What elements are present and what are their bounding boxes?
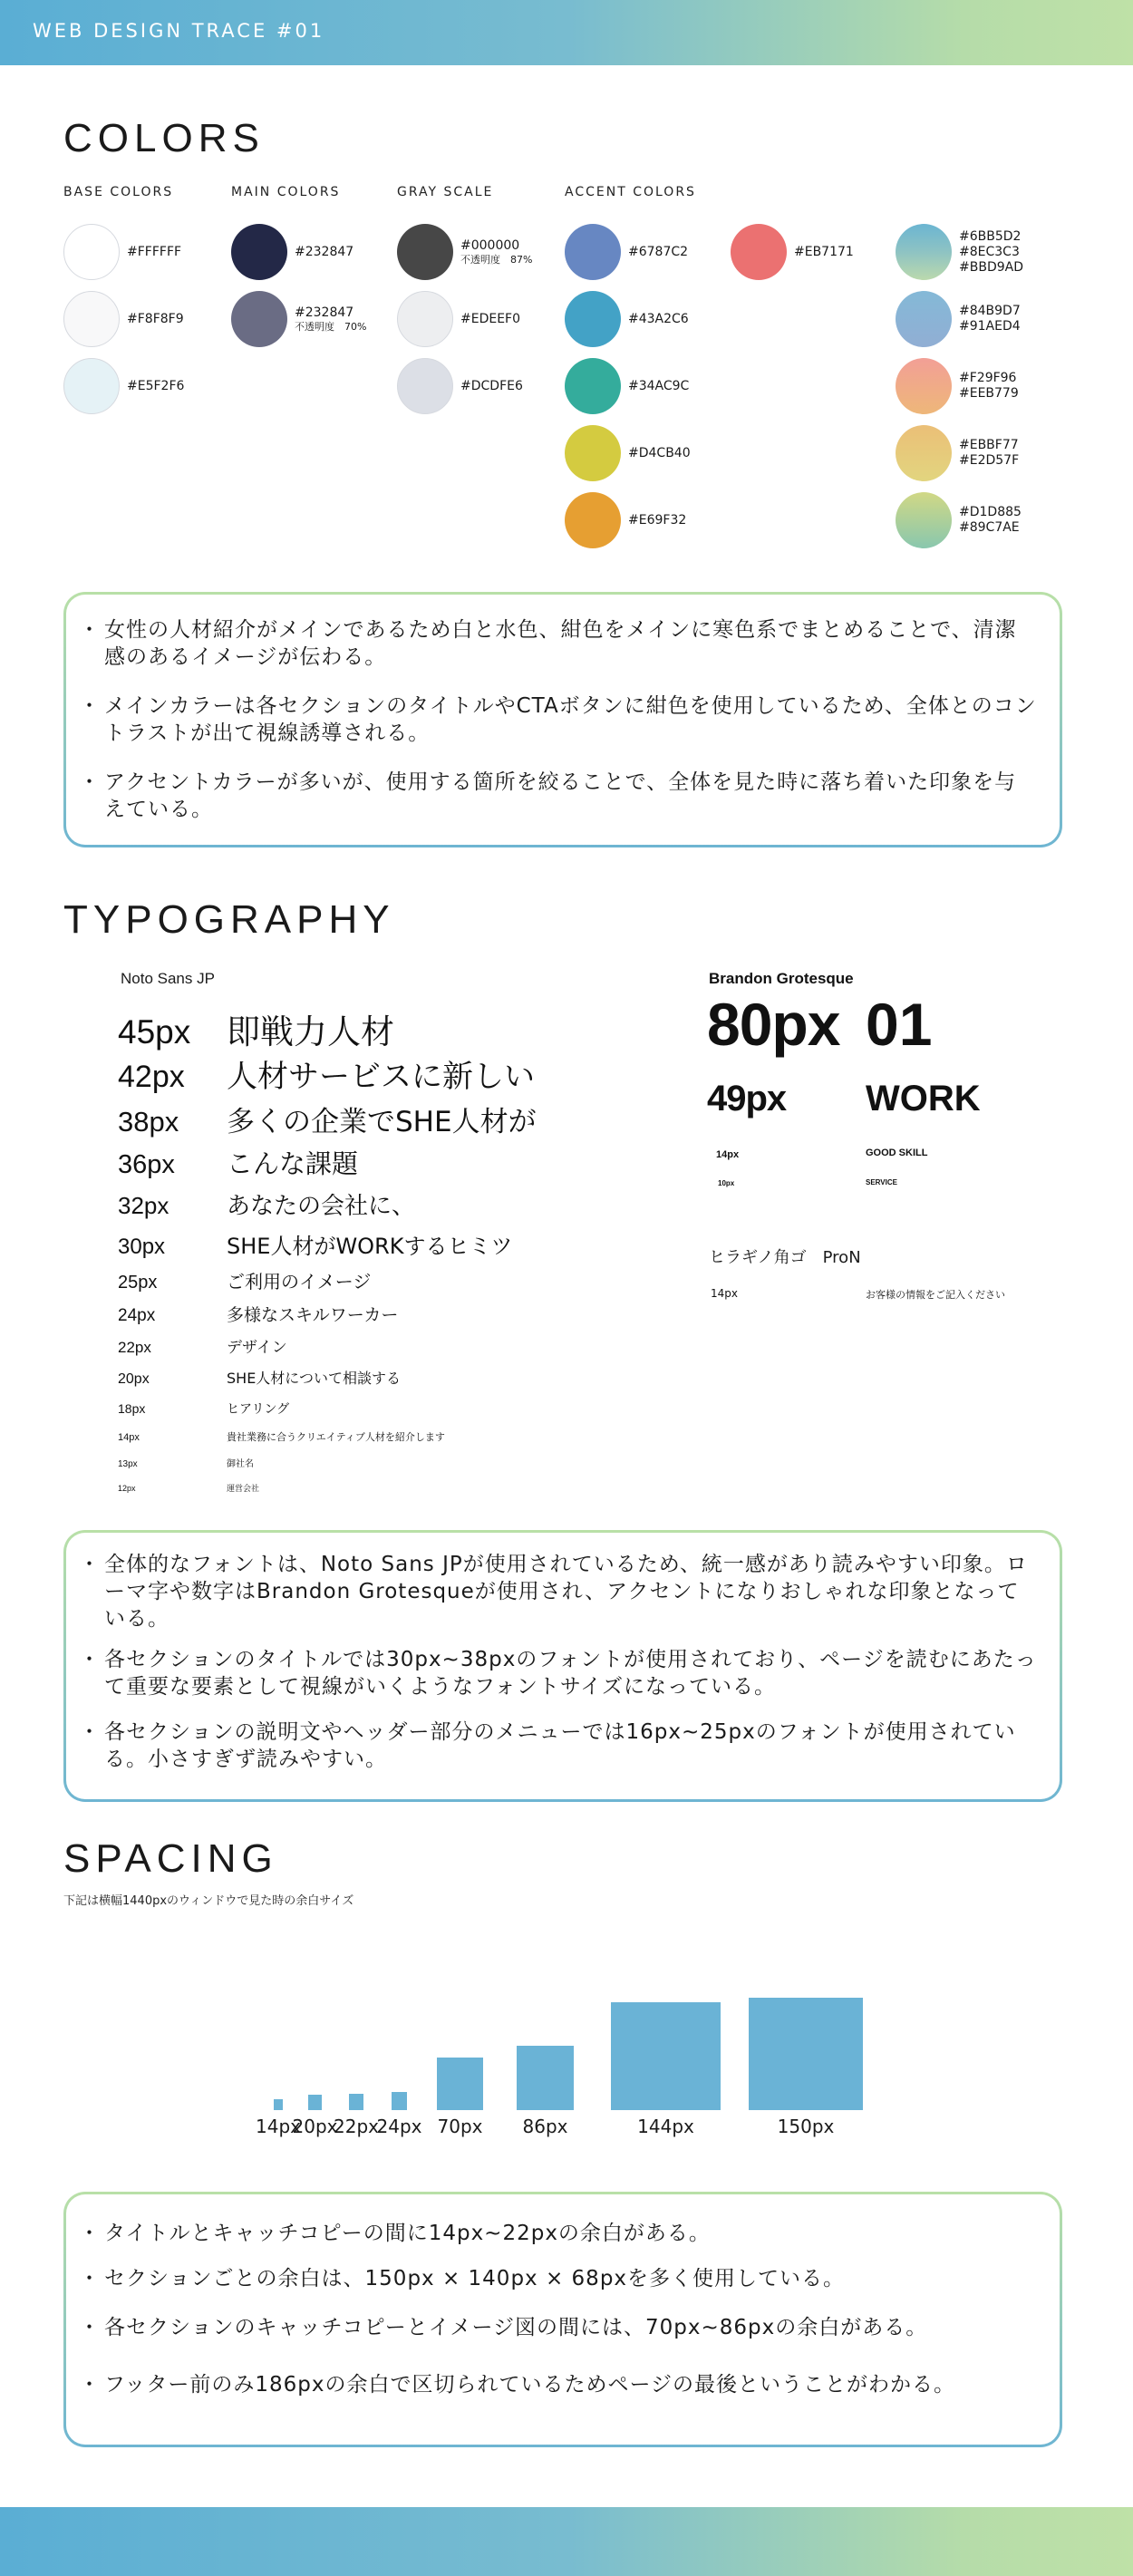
color-hex: #D4CB40 bbox=[628, 445, 691, 460]
swatch-gradient-2 bbox=[896, 290, 1021, 348]
header-band bbox=[0, 0, 1133, 65]
type-sample: 運営会社 bbox=[227, 1485, 260, 1494]
note-item: ・ 各セクションのキャッチコピーとイメージ図の間には、70px~86pxの余白がある。 bbox=[84, 2314, 1038, 2341]
type-sample: 貴社業務に合うクリエイティブ人材を紹介します bbox=[227, 1431, 445, 1443]
color-hex: #232847 bbox=[295, 244, 354, 259]
spacing-notes-box bbox=[63, 2192, 1062, 2447]
type-sample: SHE人材について相談する bbox=[227, 1370, 401, 1387]
type-row-14 bbox=[118, 1429, 445, 1444]
type-row-22 bbox=[118, 1334, 287, 1357]
color-hex: #E69F32 bbox=[628, 512, 687, 528]
spacing-bar-14px bbox=[274, 2099, 283, 2110]
color-hex: #232847 bbox=[295, 305, 354, 320]
color-circle bbox=[565, 492, 621, 548]
type-size: 13px bbox=[118, 1459, 138, 1469]
type-size: 25px bbox=[118, 1273, 158, 1293]
color-hex: #91AED4 bbox=[959, 319, 1021, 334]
type-row-45 bbox=[118, 1004, 394, 1053]
brandon-14-sample: GOOD SKILL bbox=[866, 1148, 928, 1158]
type-size: 38px bbox=[118, 1106, 179, 1138]
type-sample: 多くの企業でSHE人材が bbox=[227, 1106, 537, 1138]
gradient-circle bbox=[896, 358, 952, 414]
note-item: ・ タイトルとキャッチコピーの間に14px~22pxの余白がある。 bbox=[84, 2220, 1038, 2247]
note-item: ・ 各セクションの説明文やヘッダー部分のメニューでは16px~25pxのフォントが使用されている。小さすぎず読みやすい。 bbox=[84, 1719, 1038, 1773]
brandon-10: 10px bbox=[718, 1179, 735, 1187]
type-size: 22px bbox=[118, 1339, 151, 1356]
brandon-80-sample: 01 bbox=[866, 991, 933, 1058]
type-size: 12px bbox=[118, 1484, 136, 1493]
spacing-bar-86px bbox=[517, 2046, 574, 2110]
color-hex: #FFFFFF bbox=[127, 244, 182, 259]
color-hex: #F8F8F9 bbox=[127, 311, 184, 326]
spacing-subtitle: 下記は横幅1440pxのウィンドウで見た時の余白サイズ bbox=[63, 1894, 354, 1908]
swatch-accent-6 bbox=[731, 223, 854, 281]
swatch-main-2 bbox=[231, 290, 366, 348]
swatch-accent-4 bbox=[565, 424, 691, 482]
spacing-bar-144px bbox=[611, 2002, 721, 2110]
color-circle bbox=[63, 291, 120, 347]
type-row-12 bbox=[118, 1482, 259, 1494]
color-circle bbox=[397, 358, 453, 414]
spacing-title: SPACING bbox=[63, 1836, 278, 1881]
type-size: 32px bbox=[118, 1192, 169, 1219]
header-title: WEB DESIGN TRACE #01 bbox=[33, 20, 325, 42]
brandon-10-sample: SERVICE bbox=[866, 1178, 897, 1186]
hiragino-font-name: ヒラギノ角ゴ ProN bbox=[709, 1248, 861, 1267]
typography-title: TYPOGRAPHY bbox=[63, 897, 395, 942]
color-hex: #E5F2F6 bbox=[127, 378, 185, 393]
swatch-base-3 bbox=[63, 357, 184, 415]
opacity-note: 不透明度 70% bbox=[295, 320, 367, 333]
gray-scale-heading: GRAY SCALE bbox=[397, 185, 494, 199]
swatch-gray-3 bbox=[397, 357, 523, 415]
color-hex: #EDEEF0 bbox=[460, 311, 521, 326]
color-hex: #34AC9C bbox=[628, 378, 690, 393]
type-row-42 bbox=[118, 1051, 535, 1096]
color-hex: #EEB779 bbox=[959, 386, 1019, 401]
base-colors-heading: BASE COLORS bbox=[63, 185, 174, 199]
note-item: ・ アクセントカラーが多いが、使用する箇所を絞ることで、全体を見た時に落ち着いた印象を与えている。 bbox=[84, 769, 1038, 823]
note-item: ・ セクションごとの余白は、150px × 140px × 68pxを多く使用している。 bbox=[84, 2265, 1038, 2292]
type-sample: 御社名 bbox=[227, 1459, 254, 1469]
color-hex: #DCDFE6 bbox=[460, 378, 523, 393]
type-size: 42px bbox=[118, 1060, 185, 1094]
color-hex: #89C7AE bbox=[959, 520, 1020, 535]
colors-title: COLORS bbox=[63, 116, 265, 160]
color-hex: #6BB5D2 bbox=[959, 228, 1022, 244]
note-item: ・ メインカラーは各セクションのタイトルやCTAボタンに紺色を使用しているため、全体とのコントラストが出て視線誘導される。 bbox=[84, 692, 1038, 747]
brandon-font-name: Brandon Grotesque bbox=[709, 970, 854, 987]
type-sample: あなたの会社に、 bbox=[227, 1193, 416, 1220]
color-hex: #43A2C6 bbox=[628, 311, 689, 326]
spacing-bar-label: 86px bbox=[522, 2116, 568, 2137]
color-hex: #EB7171 bbox=[794, 244, 854, 259]
spacing-bar-22px bbox=[349, 2094, 363, 2110]
color-circle bbox=[231, 224, 287, 280]
color-circle bbox=[565, 224, 621, 280]
type-row-36 bbox=[118, 1144, 358, 1181]
spacing-bar-150px bbox=[749, 1998, 863, 2110]
color-circle bbox=[565, 291, 621, 347]
brandon-14: 14px bbox=[716, 1149, 740, 1160]
color-circle bbox=[731, 224, 787, 280]
note-item: ・ 女性の人材紹介がメインであるため白と水色、紺色をメインに寒色系でまとめることで、清潔感のあるイメージが伝わる。 bbox=[84, 616, 1038, 671]
note-item: ・ 全体的なフォントは、Noto Sans JPが使用されているため、統一感があり読みやすい印象。ローマ字や数字はBrandon Grotesqueが使用され、アクセントになりおしゃれな印象となっている。 bbox=[84, 1551, 1038, 1632]
type-row-24 bbox=[118, 1302, 398, 1326]
gradient-circle bbox=[896, 425, 952, 481]
color-circle bbox=[63, 358, 120, 414]
main-colors-heading: MAIN COLORS bbox=[231, 185, 341, 199]
type-size: 24px bbox=[118, 1306, 156, 1325]
swatch-accent-3 bbox=[565, 357, 689, 415]
color-hex: #000000 bbox=[460, 237, 520, 253]
type-sample: ヒアリング bbox=[227, 1402, 290, 1417]
spacing-bar-label: 70px bbox=[437, 2116, 483, 2137]
type-row-32 bbox=[118, 1187, 415, 1221]
hiragino-sample: お客様の情報をご記入ください bbox=[866, 1289, 1005, 1301]
type-sample: 人材サービスに新しい bbox=[227, 1059, 535, 1095]
color-hex: #F29F96 bbox=[959, 371, 1017, 385]
swatch-main-1 bbox=[231, 223, 353, 281]
color-hex: #8EC3C3 bbox=[959, 244, 1020, 259]
color-hex: #E2D57F bbox=[959, 453, 1020, 468]
type-row-38 bbox=[118, 1099, 537, 1139]
swatch-accent-1 bbox=[565, 223, 688, 281]
gradient-circle bbox=[896, 224, 952, 280]
spacing-bar-24px bbox=[392, 2092, 407, 2110]
swatch-accent-2 bbox=[565, 290, 689, 348]
color-hex: #BBD9AD bbox=[959, 259, 1023, 275]
type-sample: こんな課題 bbox=[227, 1148, 359, 1179]
brandon-49-sample: WORK bbox=[866, 1079, 981, 1119]
type-sample: デザイン bbox=[227, 1339, 287, 1357]
spacing-bar-label: 144px bbox=[637, 2116, 694, 2137]
swatch-gradient-4 bbox=[896, 424, 1019, 482]
swatch-gray-1 bbox=[397, 223, 532, 281]
color-circle bbox=[565, 358, 621, 414]
type-size: 36px bbox=[118, 1150, 175, 1179]
accent-colors-heading: ACCENT COLORS bbox=[565, 185, 696, 199]
type-sample: ご利用のイメージ bbox=[227, 1271, 372, 1293]
gradient-circle bbox=[896, 492, 952, 548]
gradient-circle bbox=[896, 291, 952, 347]
swatch-accent-5 bbox=[565, 491, 686, 549]
type-size: 20px bbox=[118, 1371, 150, 1387]
brandon-80: 80px bbox=[707, 991, 840, 1058]
opacity-note: 不透明度 87% bbox=[460, 253, 533, 266]
color-circle bbox=[397, 291, 453, 347]
type-row-30 bbox=[118, 1228, 512, 1260]
spacing-bar-label: 20px bbox=[292, 2116, 338, 2137]
note-item: ・ 各セクションのタイトルでは30px~38pxのフォントが使用されており、ページを読むにあたって重要な要素として視線がいくようなフォントサイズになっている。 bbox=[84, 1646, 1038, 1700]
color-circle bbox=[565, 425, 621, 481]
type-row-20 bbox=[118, 1367, 401, 1388]
type-size: 18px bbox=[118, 1401, 146, 1416]
type-sample: 即戦力人材 bbox=[227, 1012, 394, 1051]
type-row-13 bbox=[118, 1456, 254, 1469]
type-size: 30px bbox=[118, 1235, 166, 1259]
spacing-bar-label: 150px bbox=[777, 2116, 835, 2137]
noto-font-name: Noto Sans JP bbox=[121, 970, 215, 987]
color-hex: #EBBF77 bbox=[959, 438, 1019, 452]
color-circle bbox=[63, 224, 120, 280]
color-circle bbox=[397, 224, 453, 280]
spacing-bar-20px bbox=[308, 2095, 322, 2110]
color-circle bbox=[231, 291, 287, 347]
type-row-25 bbox=[118, 1267, 371, 1293]
type-row-18 bbox=[118, 1399, 289, 1418]
spacing-bar-label: 14px bbox=[256, 2116, 301, 2137]
swatch-gradient-5 bbox=[896, 491, 1022, 549]
type-size: 14px bbox=[118, 1432, 140, 1443]
spacing-bar-label: 22px bbox=[334, 2116, 379, 2137]
type-size: 45px bbox=[118, 1013, 191, 1051]
color-hex: #84B9D7 bbox=[959, 304, 1021, 318]
swatch-gradient-1 bbox=[896, 223, 1023, 281]
note-item: ・ フッター前のみ186pxの余白で区切られているためページの最後ということがわかる。 bbox=[84, 2371, 1038, 2398]
swatch-base-1 bbox=[63, 223, 181, 281]
hiragino-size: 14px bbox=[711, 1287, 738, 1300]
type-sample: 多様なスキルワーカー bbox=[227, 1305, 399, 1325]
brandon-49: 49px bbox=[707, 1079, 787, 1119]
color-hex: #D1D885 bbox=[959, 505, 1022, 519]
footer-band bbox=[0, 2507, 1133, 2576]
swatch-gradient-3 bbox=[896, 357, 1019, 415]
type-sample: SHE人材がWORKするヒミツ bbox=[227, 1234, 513, 1259]
swatch-gray-2 bbox=[397, 290, 520, 348]
spacing-bar-70px bbox=[437, 2058, 483, 2110]
colors-notes-box bbox=[63, 592, 1062, 847]
spacing-bar-label: 24px bbox=[376, 2116, 422, 2137]
swatch-base-2 bbox=[63, 290, 184, 348]
color-hex: #6787C2 bbox=[628, 244, 689, 259]
typography-notes-box bbox=[63, 1530, 1062, 1802]
